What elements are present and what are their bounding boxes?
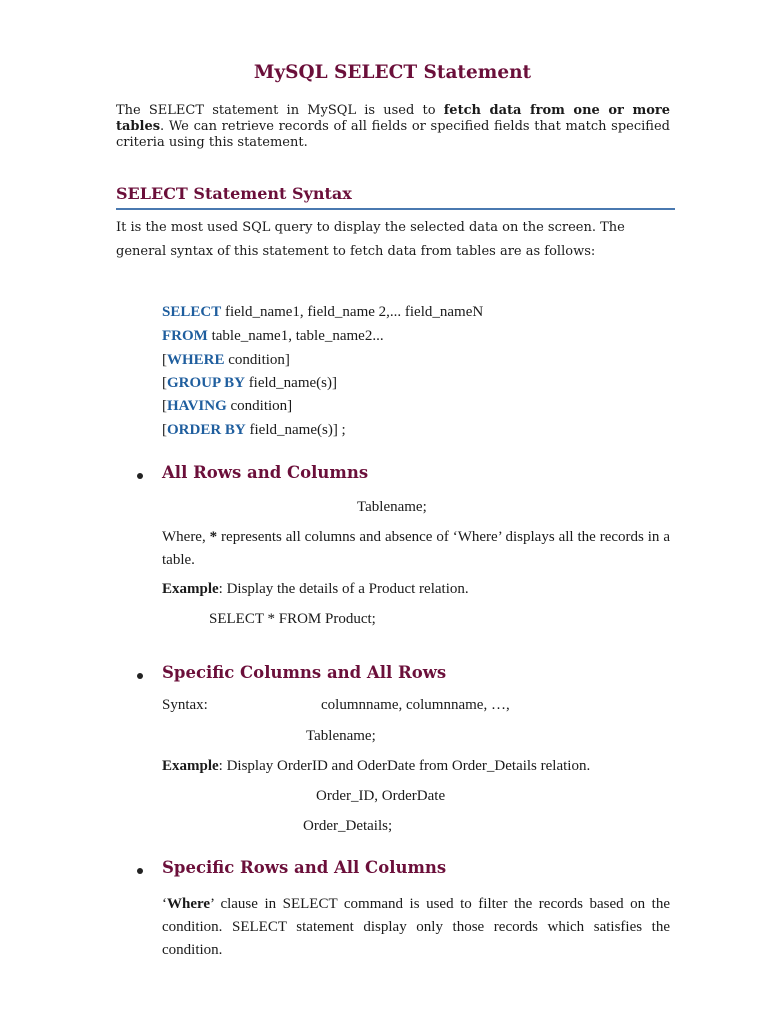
star-symbol: * [209, 529, 218, 545]
bullet-icon [137, 868, 143, 874]
code-text: field_name1, field_name 2,... field_nameN [221, 304, 484, 320]
keyword-from: FROM [162, 328, 208, 344]
keyword-having: HAVING [167, 398, 227, 414]
example-text: : Display the details of a Product relation. [218, 581, 469, 597]
syntax-heading: SELECT Statement Syntax [116, 184, 675, 210]
example-label: Example [162, 581, 219, 597]
syntax-paragraph: It is the most used SQL query to display the selected data on the screen. The general syntax of this statement to fetch data from tables are as follows: [116, 220, 625, 259]
fields-text: Order_ID, OrderDate [316, 788, 446, 804]
code-text: table_name1, table_name2... [207, 328, 384, 344]
section-heading-all-rows: All Rows and Columns [162, 463, 369, 482]
columns-text: columnname, columnname, …, [321, 697, 510, 713]
section-heading-specific-columns: Specific Columns and All Rows [162, 663, 447, 682]
keyword-where: WHERE [167, 352, 225, 368]
code-line-order-by [162, 420, 346, 440]
example-text: : Display OrderID and OderDate from Order_Details relation. [218, 758, 591, 774]
table-text: Order_Details; [303, 818, 393, 834]
section-heading-specific-rows: Specific Rows and All Columns [162, 858, 447, 877]
page-title: MySQL SELECT Statement [253, 62, 532, 83]
where-clause-paragraph [162, 893, 670, 962]
bracket: [ [162, 398, 167, 414]
where-text: Where, [162, 529, 210, 545]
keyword-select: SELECT [162, 304, 222, 320]
where-text-rest: represents all columns and absence of ‘Where’ displays all the records in a table. [162, 529, 670, 568]
keyword-group-by: GROUP BY [167, 375, 245, 391]
code-line-having [162, 396, 292, 416]
bracket: [ [162, 375, 167, 391]
intro-paragraph [116, 103, 670, 151]
code-text: field_name(s)] ; [245, 422, 346, 438]
code-text: condition] [226, 398, 293, 414]
tablename-text: Tablename; [306, 728, 376, 744]
where-clause-text: ’ clause in SELECT command is used to filter the records based on the condition. SELECT statement display only those records which satisfies the condition. [162, 896, 670, 958]
quote-open: ‘ [162, 896, 167, 912]
code-line-group-by [162, 373, 337, 393]
bracket: [ [162, 352, 167, 368]
code-line-where [162, 350, 290, 370]
example-label: Example [162, 758, 219, 774]
code-text: condition] [224, 352, 290, 368]
bracket: [ [162, 422, 167, 438]
code-text: field_name(s)] [244, 375, 337, 391]
example-query: SELECT * FROM Product; [209, 611, 376, 627]
example-line [162, 578, 469, 601]
code-line-select [162, 302, 483, 322]
syntax-label: Syntax: [162, 697, 208, 713]
bullet-icon [137, 473, 143, 479]
where-bold: Where [167, 896, 211, 912]
intro-text-2: . We can retrieve records of all fields or specified fields that match specified criteria using this statement. [116, 119, 670, 150]
intro-text-1: The SELECT statement in MySQL is used to [116, 103, 444, 118]
tablename-text: Tablename; [357, 499, 427, 515]
bullet-icon [137, 673, 143, 679]
code-line-from [162, 326, 384, 346]
example-line [162, 755, 590, 778]
intro-bold-text: fetch data from one or more tables [116, 103, 670, 134]
where-explanation [162, 526, 670, 572]
keyword-order-by: ORDER BY [167, 422, 246, 438]
